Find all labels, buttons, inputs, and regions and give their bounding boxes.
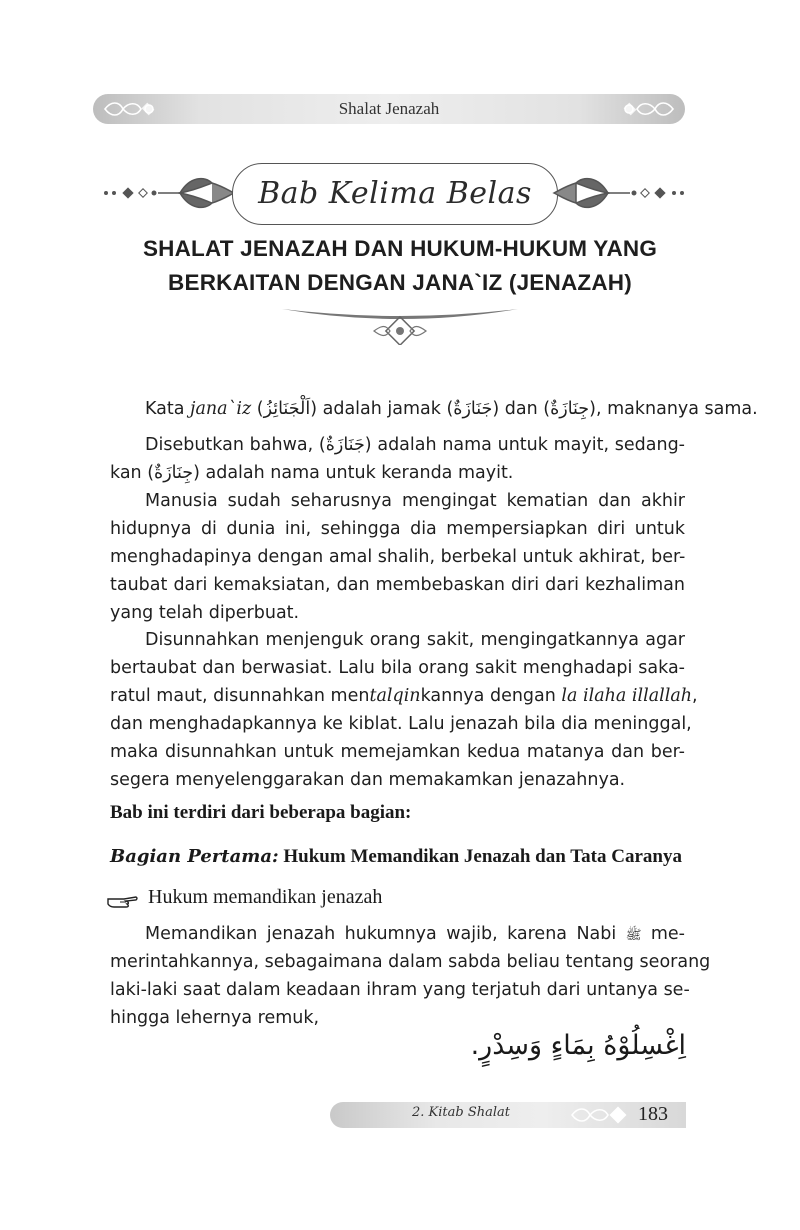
text: , [692, 686, 698, 706]
part-1-heading [110, 846, 682, 868]
chapter-title-line-1: SHALAT JENAZAH DAN HUKUM-HUKUM YANG [142, 236, 658, 261]
arabic-term: جَنَازَةٌ [453, 399, 493, 419]
paragraph-5-line [110, 920, 685, 948]
text: ), maknanya sama. [589, 399, 758, 419]
footer-ornament-icon [568, 1104, 630, 1126]
arabic-term: اَلْجَنَائِزُ [263, 399, 311, 419]
text: ) adalah jamak ( [310, 399, 454, 419]
part-1-label: Bagian Pertama: [110, 846, 279, 867]
paragraph-1 [110, 395, 758, 423]
chapter-label-frame [232, 163, 558, 225]
chapter-ornament-right-icon [548, 168, 688, 218]
paragraph-3-line: taubat dari kemaksiatan, dan membebaskan diri dari kezhaliman [110, 575, 685, 595]
pointing-hand-icon [106, 891, 138, 911]
chapter-label: Bab Kelima Belas [258, 176, 532, 211]
text: kan ( [110, 463, 155, 483]
text: me- [641, 924, 685, 944]
text: kannya dengan [420, 686, 562, 706]
text: ) adalah nama untuk mayit, sedang- [364, 435, 685, 455]
paragraph-2-line [110, 459, 685, 487]
arabic-term: جِنَازَةٌ [154, 463, 194, 483]
running-header [93, 94, 685, 124]
text: ) dan ( [492, 399, 551, 419]
paragraph-4 [110, 626, 698, 794]
page-number: 183 [638, 1103, 668, 1125]
part-1-title: Hukum Memandikan Jenazah dan Tata Caranya [278, 846, 682, 867]
salawat-glyph: ﷺ [625, 928, 642, 943]
paragraph-2-line [110, 431, 685, 459]
paragraph-5-line: merintahkannya, sebagaimana dalam sabda beliau tentang seorang [110, 952, 711, 972]
paragraph-4-line [110, 682, 698, 710]
paragraph-4-line: segera menyelenggarakan dan memakamkan jenazahnya. [110, 770, 626, 790]
running-title: Shalat Jenazah [338, 99, 440, 118]
text: ratul maut, disunnahkan men [110, 686, 370, 706]
chapter-title-line-2: BERKAITAN DENGAN JANA`IZ (JENAZAH) [168, 270, 632, 295]
arabic-term: جَنَازَةٌ [325, 435, 365, 455]
paragraph-3-line: Manusia sudah seharusnya mengingat kematian dan akhir [145, 491, 685, 511]
text: Memandikan jenazah hukumnya wajib, karena Nabi [145, 924, 626, 944]
text: Kata [145, 399, 191, 419]
paragraph-4-line: bertaubat dan berwasiat. Lalu bila orang sakit menghadapi saka- [110, 658, 685, 678]
text: Disebutkan bahwa, ( [145, 435, 326, 455]
paragraph-3-line: hidupnya di dunia ini, sehingga dia mempersiapkan diri untuk [110, 519, 685, 539]
chapter-ornament-left-icon [100, 168, 240, 218]
title-divider-ornament-icon [278, 303, 522, 345]
text: ( [251, 399, 264, 419]
header-ornament-right-icon [619, 99, 677, 119]
text: ) adalah nama untuk keranda mayit. [193, 463, 514, 483]
paragraph-3-line: yang telah diperbuat. [110, 603, 300, 623]
italic-term: talqin [369, 686, 421, 706]
paragraph-3 [110, 487, 685, 627]
paragraph-4-line: dan menghadapkannya ke kiblat. Lalu jenazah bila dia meninggal, [110, 714, 692, 734]
arabic-term: جِنَازَةٌ [550, 399, 590, 419]
paragraph-5-line: hingga lehernya remuk, [110, 1008, 320, 1028]
paragraph-2 [110, 431, 685, 487]
sections-intro: Bab ini terdiri dari beberapa bagian: [110, 802, 412, 823]
arabic-quote: اِغْسِلُوْهُ بِمَاءٍ وَسِدْرٍ. [470, 1030, 686, 1061]
italic-term: la ilaha illallah [561, 686, 693, 706]
subheading: Hukum memandikan jenazah [148, 886, 383, 908]
paragraph-5-line: laki-laki saat dalam keadaan ihram yang terjatuh dari untanya se- [110, 980, 690, 1000]
paragraph-4-line: Disunnahkan menjenguk orang sakit, mengingatkannya agar [145, 630, 685, 650]
paragraph-3-line: menghadapinya dengan amal shalih, berbekal untuk akhirat, ber- [110, 547, 686, 567]
italic-term: jana`iz [190, 399, 252, 419]
paragraph-5 [110, 920, 711, 1032]
paragraph-4-line: maka disunnahkan untuk memejamkan kedua matanya dan ber- [110, 742, 685, 762]
paragraph-1-line [110, 395, 758, 423]
footer-book-title: 2. Kitab Shalat [412, 1105, 510, 1120]
